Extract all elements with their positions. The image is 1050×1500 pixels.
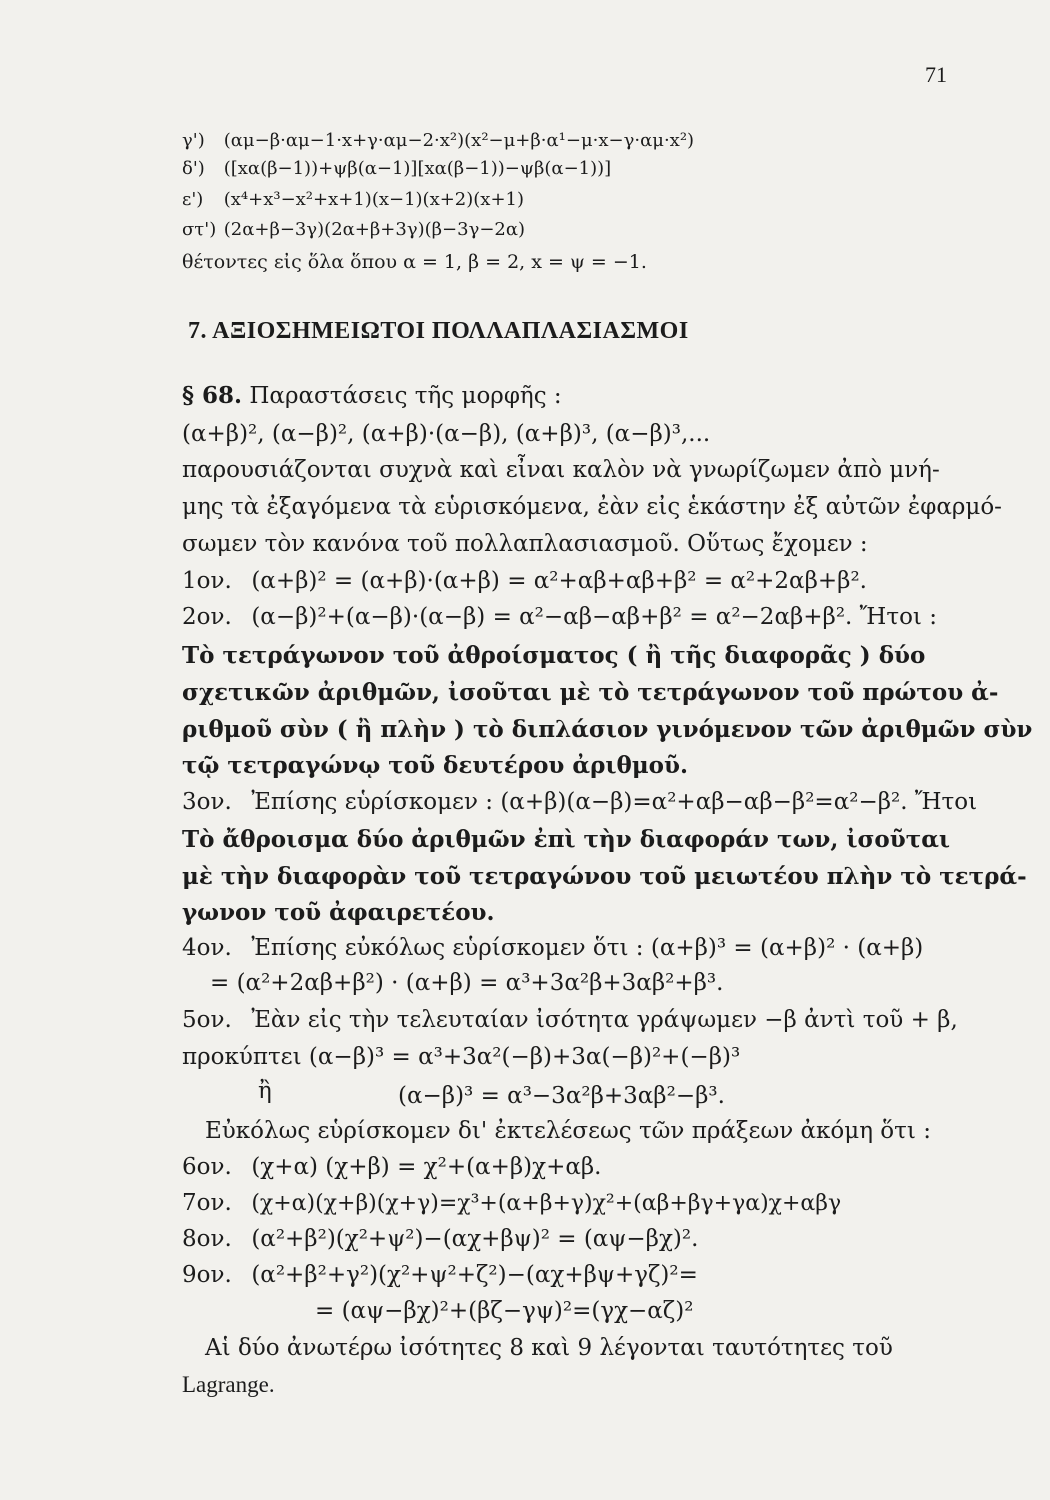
identity-9 <box>182 1262 698 1288</box>
rule-difference: γωνον τοῦ ἀφαιρετέου. <box>182 899 495 926</box>
exercise-expression: (2α+β−3γ)(2α+β+3γ)(β−3γ−2α) <box>223 219 526 240</box>
identity-1 <box>182 568 867 594</box>
forms-line: (α+β)², (α−β)², (α+β)·(α−β), (α+β)³, (α−β)³,... <box>182 421 711 447</box>
identity-6 <box>182 1154 601 1180</box>
exercise-gamma <box>182 130 694 151</box>
exercise-expression: ([xα(β−1))+ψβ(α−1)][xα(β−1))−ψβ(α−1))] <box>223 158 612 179</box>
rule-square: Τὸ τετράγωνον τοῦ ἀθροίσματος ( ἢ τῆς διαφορᾶς ) δύο <box>182 642 926 669</box>
identity-label: 2ον. <box>182 604 232 630</box>
identity-label: 4ον. <box>182 935 232 961</box>
exercise-expression: (x⁴+x³−x²+x+1)(x−1)(x+2)(x+1) <box>223 189 525 210</box>
identity-formula: (α−β)²+(α−β)·(α−β) = α²−αβ−αβ+β² = α²−2αβ+β². Ἤτοι : <box>251 604 937 630</box>
section-mark: § 68. <box>182 382 243 409</box>
identity-formula: Ἐπίσης εὐκόλως εὑρίσκομεν ὅτι : (α+β)³ = (α+β)² · (α+β) <box>251 935 924 961</box>
exercise-expression: (αμ−β·αμ−1·x+γ·αμ−2·x²)(x²−μ+β·α¹−μ·x−γ·αμ·x²) <box>223 130 695 151</box>
identity-formula: (α²+β²)(χ²+ψ²)−(αχ+βψ)² = (αψ−βχ)². <box>251 1226 699 1252</box>
easily-line: Εὐκόλως εὑρίσκομεν δι' ἐκτελέσεως τῶν πράξεων ἀκόμη ὅτι : <box>205 1118 931 1144</box>
text-line: μης τὰ ἐξαγόμενα τὰ εὑρισκόμενα, ἐὰν εἰς ἑκάστην ἐξ αὐτῶν ἐφαρμό- <box>182 494 1002 520</box>
text-line: σωμεν τὸν κανόνα τοῦ πολλαπλασιασμοῦ. Οὕτως ἔχομεν : <box>182 531 868 557</box>
paragraph-68-intro <box>182 382 562 409</box>
rule-square: σχετικῶν ἀριθμῶν, ἰσοῦται μὲ τὸ τετράγωνον τοῦ πρώτου ἀ- <box>182 679 999 706</box>
exercise-epsilon <box>182 189 524 210</box>
identity-label: 3ον. <box>182 789 232 815</box>
rule-square: ριθμοῦ σὺν ( ἢ πλὴν ) τὸ διπλάσιον γινόμενον τῶν ἀριθμῶν σὺν <box>182 716 1033 743</box>
rule-square: τῷ τετραγώνῳ τοῦ δευτέρου ἀριθμοῦ. <box>182 752 688 779</box>
rule-difference: μὲ τὴν διαφορὰν τοῦ τετραγώνου τοῦ μειωτέου πλὴν τὸ τετρά- <box>182 863 1027 890</box>
intro-text: Παραστάσεις τῆς μορφῆς : <box>249 383 562 409</box>
substitution-note: θέτοντες εἰς ὅλα ὅπου α = 1, β = 2, x = ψ = −1. <box>182 251 647 273</box>
identity-label: 9ον. <box>182 1262 232 1288</box>
identity-formula: (α+β)² = (α+β)·(α+β) = α²+αβ+αβ+β² = α²+2αβ+β². <box>251 568 867 594</box>
identity-7 <box>182 1190 841 1216</box>
section-heading: 7. ΑΞΙΟΣΗΜΕΙΩΤΟΙ ΠΟΛΛΑΠΛΑΣΙΑΣΜΟΙ <box>188 318 689 344</box>
exercise-sigma-tau <box>182 219 525 240</box>
identity-formula: (χ+α)(χ+β)(χ+γ)=χ³+(α+β+γ)χ²+(αβ+βγ+γα)χ+αβγ <box>251 1191 842 1216</box>
identity-2 <box>182 604 937 630</box>
identity-9-continuation: = (αψ−βχ)²+(βζ−γψ)²=(γχ−αζ)² <box>315 1298 694 1324</box>
identity-label: 6ον. <box>182 1154 232 1180</box>
identity-5-or: ἢ <box>258 1078 272 1104</box>
exercise-label: δ') <box>182 158 205 179</box>
page-number: 71 <box>925 62 947 87</box>
identity-label: 1ον. <box>182 568 232 594</box>
identity-formula: (χ+α) (χ+β) = χ²+(α+β)χ+αβ. <box>251 1154 602 1180</box>
closing-line: Lagrange. <box>182 1372 275 1397</box>
identity-label: 5ον. <box>182 1007 232 1033</box>
identity-5-continuation: προκύπτει (α−β)³ = α³+3α²(−β)+3α(−β)²+(−β)³ <box>182 1044 741 1070</box>
exercise-label: στ') <box>182 219 217 240</box>
exercise-delta <box>182 158 611 179</box>
identity-formula: (α²+β²+γ²)(χ²+ψ²+ζ²)−(αχ+βψ+γζ)²= <box>251 1262 698 1288</box>
identity-8 <box>182 1226 698 1252</box>
closing-line: Αἱ δύο ἀνωτέρω ἰσότητες 8 καὶ 9 λέγονται ταυτότητες τοῦ <box>205 1335 893 1361</box>
identity-4-continuation: = (α²+2αβ+β²) · (α+β) = α³+3α²β+3αβ²+β³. <box>210 970 724 996</box>
text-line: παρουσιάζονται συχνὰ καὶ εἶναι καλὸν νὰ γνωρίζωμεν ἀπὸ μνή- <box>182 457 940 483</box>
identity-label: 7ον. <box>182 1190 232 1216</box>
rule-difference: Τὸ ἄθροισμα δύο ἀριθμῶν ἐπὶ τὴν διαφοράν των, ἰσοῦται <box>182 826 951 853</box>
identity-label: 8ον. <box>182 1226 232 1252</box>
identity-5-result: (α−β)³ = α³−3α²β+3αβ²−β³. <box>398 1083 725 1109</box>
identity-formula: Ἐὰν εἰς τὴν τελευταίαν ἰσότητα γράψωμεν −β ἀντὶ τοῦ + β, <box>251 1007 958 1033</box>
identity-3 <box>182 789 977 815</box>
identity-4 <box>182 935 923 961</box>
identity-5 <box>182 1007 958 1033</box>
exercise-label: ε') <box>182 189 204 210</box>
exercise-label: γ') <box>182 130 205 151</box>
identity-formula: Ἐπίσης εὑρίσκομεν : (α+β)(α−β)=α²+αβ−αβ−β²=α²−β². Ἤτοι <box>251 789 978 815</box>
